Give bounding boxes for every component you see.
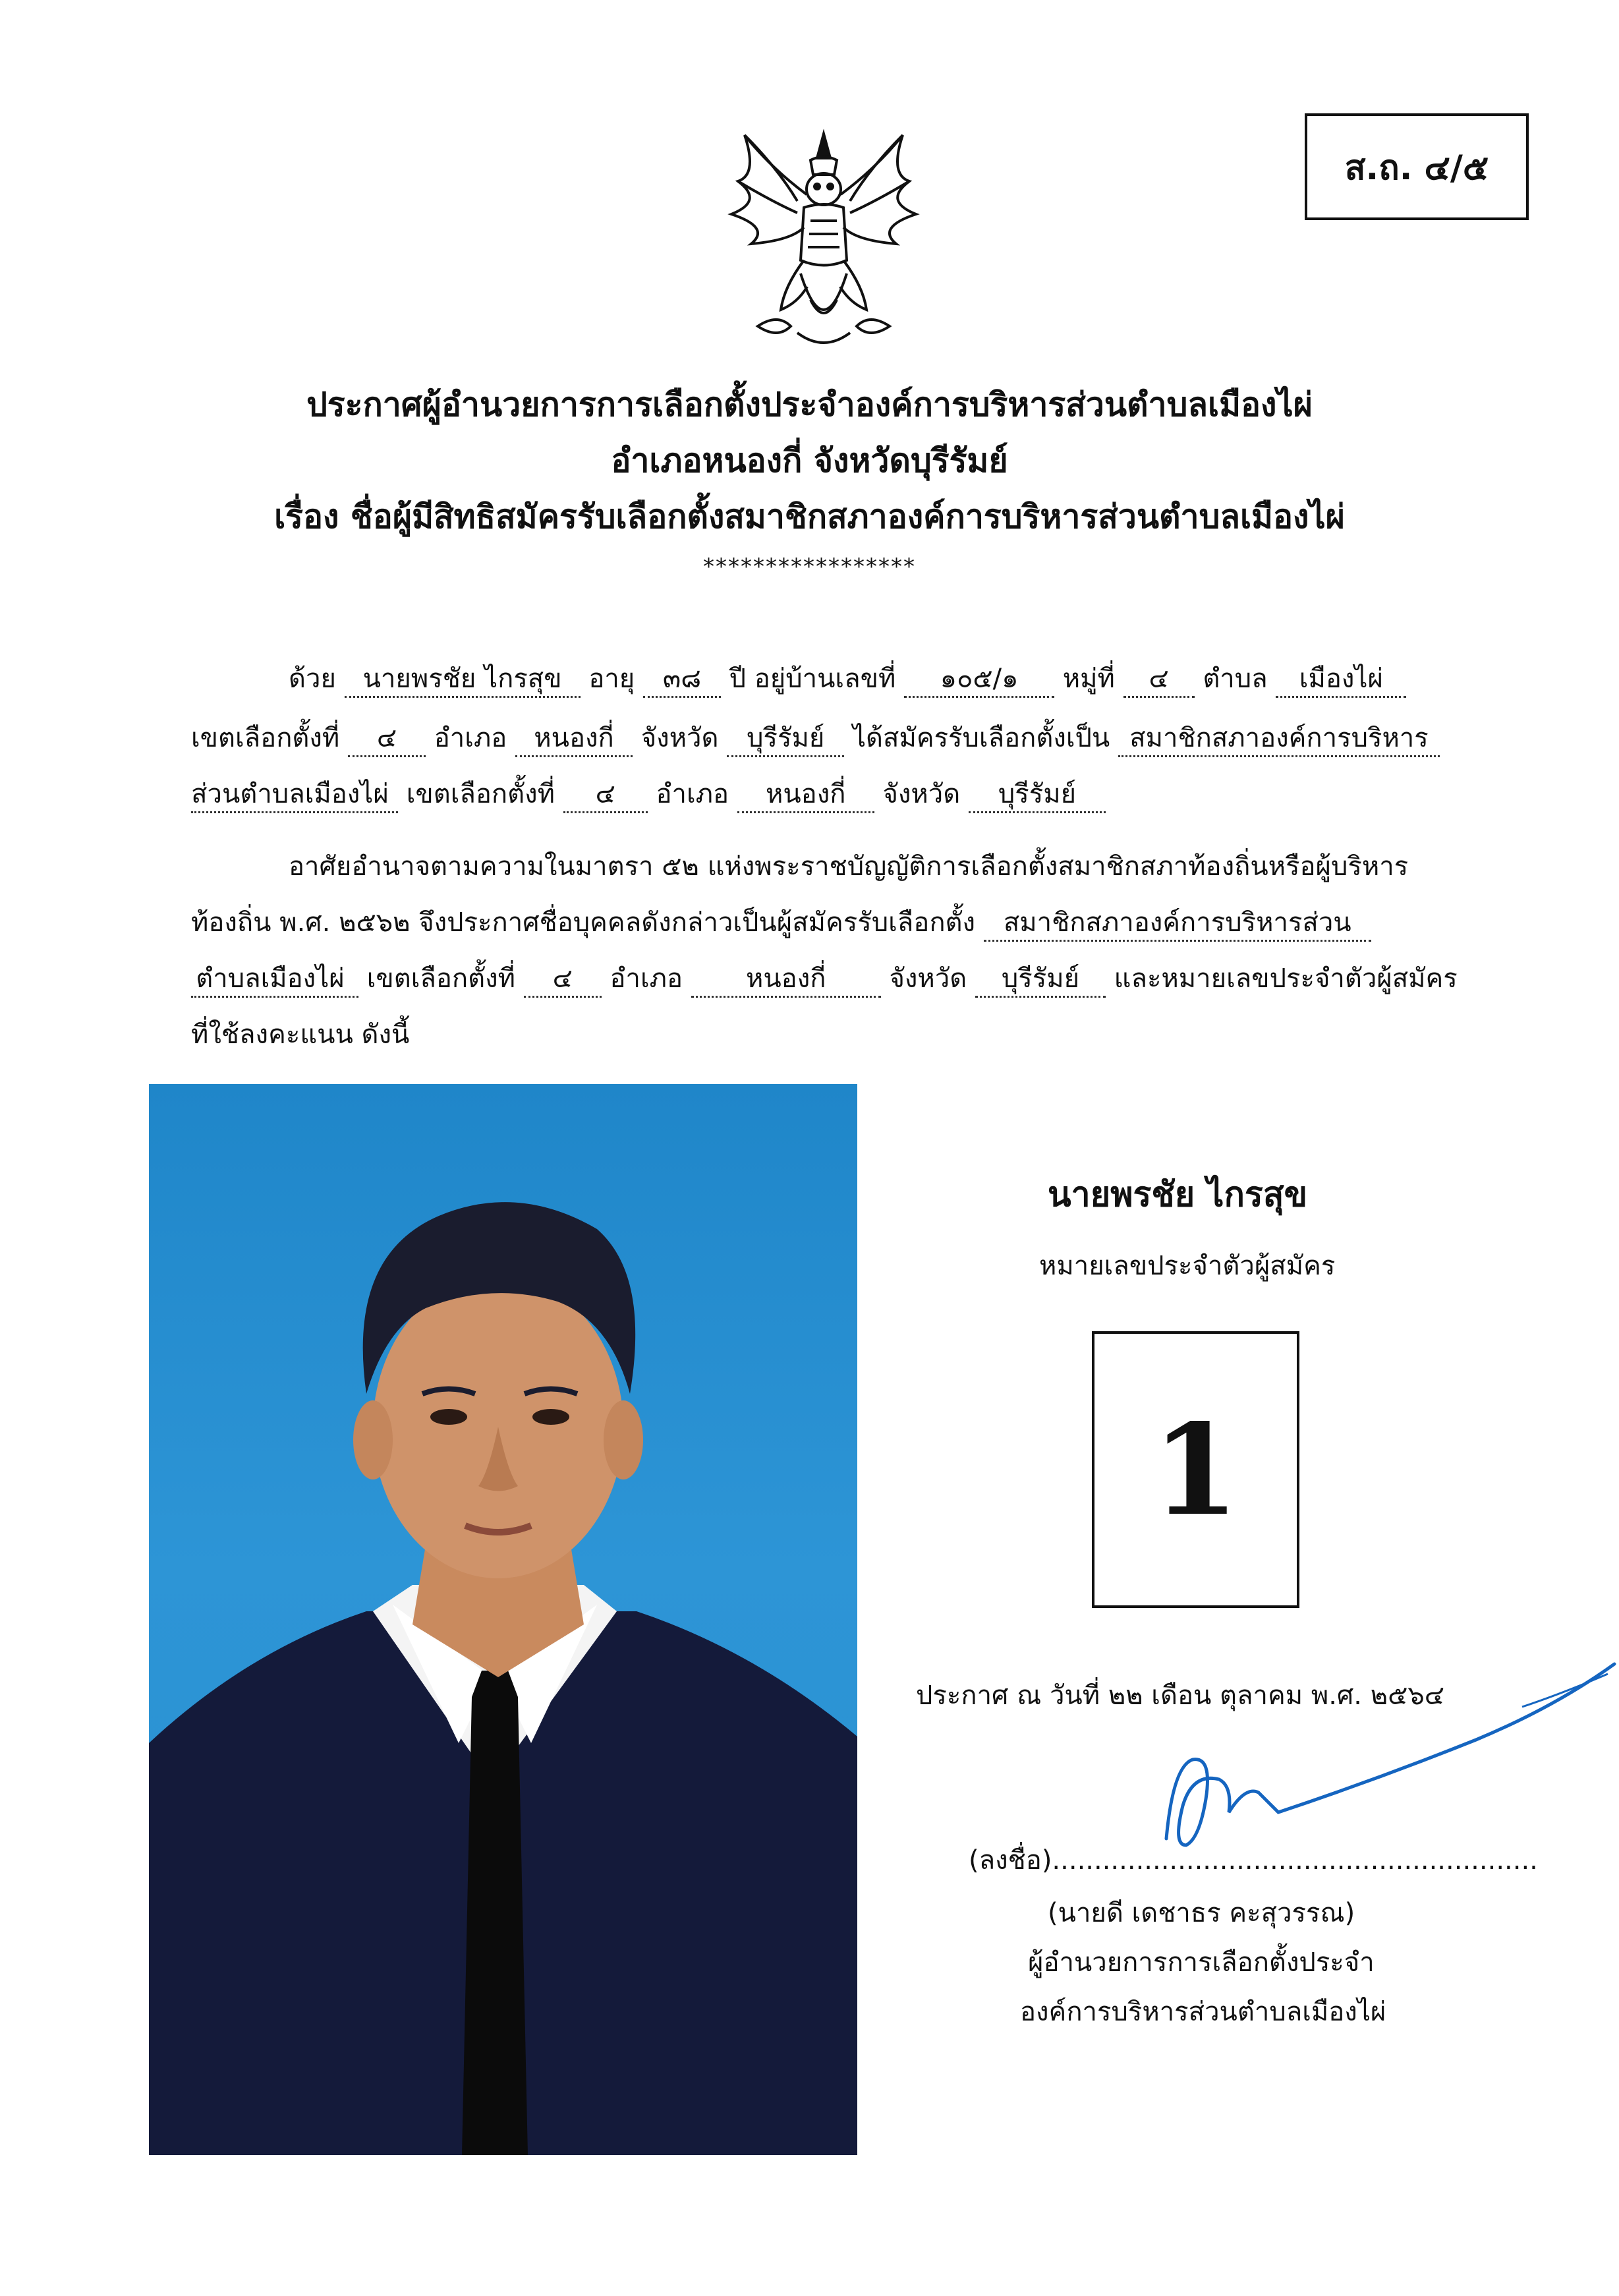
candidate-photo (149, 1084, 857, 2155)
announcement-subject: เรื่อง ชื่อผู้มีสิทธิสมัครรับเลือกตั้งสมาชิกสภาองค์การบริหารส่วนตำบลเมืองไผ่ (274, 498, 1345, 536)
label-province2: จังหวัด (882, 779, 961, 809)
form-code-box (1305, 113, 1529, 220)
garuda-emblem (718, 129, 929, 356)
p2-field-position-a: สมาชิกสภาองค์การบริหารส่วน (984, 909, 1371, 942)
field-amphoe: หนองกี่ (515, 725, 633, 757)
label-district-no: เขตเลือกตั้งที่ (191, 723, 340, 753)
label-amphoe2: อำเภอ (656, 779, 729, 809)
header-divider: ***************** (703, 554, 916, 580)
p2-line4: ที่ใช้ลงคะแนน ดังนี้ (191, 1019, 410, 1050)
form-code: ส.ถ. ๔/๕ (1344, 148, 1489, 188)
signer-title-line2: องค์การบริหารส่วนตำบลเมืองไผ่ (1020, 1997, 1386, 2027)
p2-field-amphoe: หนองกี่ (691, 965, 881, 998)
p2-line3 (191, 965, 1458, 998)
field-age: ๓๘ (643, 666, 721, 698)
candidate-name: นายพรชัย ไกรสุข (1048, 1175, 1308, 1215)
p2-field-district-no: ๔ (524, 965, 602, 998)
announcement-location: อำเภอหนองกี่ จังหวัดบุรีรัมย์ (611, 442, 1008, 480)
field-name: นายพรชัย ไกรสุข (345, 666, 581, 698)
label-house: ปี อยู่บ้านเลขที่ (729, 664, 896, 694)
p2-field-province: บุรีรัมย์ (975, 965, 1106, 998)
signature (1147, 1648, 1619, 1865)
signer-name: (นายดี เดชาธร คะสุวรรณ) (1048, 1898, 1355, 1928)
p1-line3 (191, 781, 1106, 813)
field-amphoe2: หนองกี่ (737, 781, 874, 813)
field-district-no2: ๔ (563, 781, 648, 813)
field-position-a: สมาชิกสภาองค์การบริหาร (1118, 725, 1440, 757)
field-house-no: ๑๐๕/๑ (904, 666, 1054, 698)
portrait-illustration (149, 1084, 857, 2155)
p2-label-number: และหมายเลขประจำตัวผู้สมัคร (1114, 963, 1458, 994)
label-age: อายุ (588, 664, 635, 694)
label-province: จังหวัด (640, 723, 719, 753)
sign-line: (ลงชื่อ).......................................................... (969, 1845, 1538, 1876)
field-moo: ๔ (1123, 666, 1195, 698)
p2-line2 (191, 909, 1371, 942)
label-duay: ด้วย (289, 664, 336, 694)
p2-label-amphoe: อำเภอ (610, 963, 683, 994)
field-province2: บุรีรัมย์ (969, 781, 1106, 813)
candidate-number-box (1092, 1331, 1299, 1608)
label-moo: หมู่ที่ (1062, 664, 1115, 694)
field-district-no: ๔ (348, 725, 426, 757)
p1-line1 (289, 666, 1406, 698)
candidate-number: 1 (1152, 1396, 1239, 1543)
p2-label-province: จังหวัด (889, 963, 967, 994)
field-tambon: เมืองไผ่ (1276, 666, 1406, 698)
label-amphoe: อำเภอ (434, 723, 507, 753)
p2-field-position-b: ตำบลเมืองไผ่ (191, 965, 358, 998)
p1-line2 (191, 725, 1440, 757)
label-district-no2: เขตเลือกตั้งที่ (406, 779, 555, 809)
announcement-date: ประกาศ ณ วันที่ ๒๒ เดือน ตุลาคม พ.ศ. ๒๕๖๔ (916, 1680, 1445, 1711)
label-applied: ได้สมัครรับเลือกตั้งเป็น (852, 723, 1110, 753)
field-position-b: ส่วนตำบลเมืองไผ่ (191, 781, 398, 813)
p2-label-district-no: เขตเลือกตั้งที่ (366, 963, 516, 994)
label-tambon: ตำบล (1203, 664, 1268, 694)
p2-line2-text: ท้องถิ่น พ.ศ. ๒๕๖๒ จึงประกาศชื่อบุคคลดังกล่าวเป็นผู้สมัครรับเลือกตั้ง (191, 907, 976, 938)
signer-title-line1: ผู้อำนวยการการเลือกตั้งประจำ (1028, 1947, 1375, 1978)
p2-line1: อาศัยอำนาจตามความในมาตรา ๕๒ แห่งพระราชบัญญัติการเลือกตั้งสมาชิกสภาท้องถิ่นหรือผู้บริหาร (289, 851, 1409, 882)
field-province: บุรีรัมย์ (727, 725, 844, 757)
candidate-number-caption: หมายเลขประจำตัวผู้สมัคร (1039, 1251, 1336, 1281)
announcement-title: ประกาศผู้อำนวยการการเลือกตั้งประจำองค์การบริหารส่วนตำบลเมืองไผ่ (306, 386, 1313, 424)
